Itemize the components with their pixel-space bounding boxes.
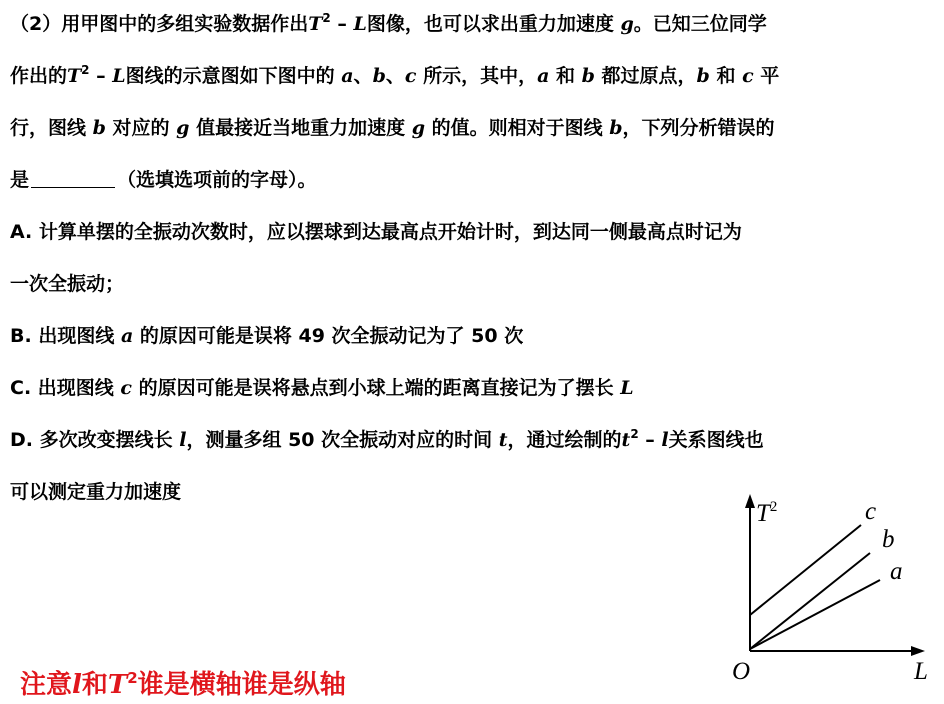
var-c: c — [120, 377, 132, 399]
var-L: L — [112, 65, 126, 87]
option-b — [10, 324, 523, 348]
var-a: a — [537, 65, 550, 87]
y-axis-arrow — [745, 494, 755, 508]
text: 图线的示意图如下图中的 — [125, 65, 342, 87]
text: 作出的 — [10, 65, 68, 87]
text: – — [330, 13, 354, 35]
text: 、 — [385, 65, 405, 87]
var-t: t — [498, 429, 508, 451]
text: – — [89, 65, 113, 87]
var-g: g — [411, 117, 425, 139]
text: C. 出现图线 — [10, 377, 121, 399]
text: 谁是横轴谁是纵轴 — [137, 670, 346, 700]
text: 和 — [549, 65, 582, 87]
option-d-line-2 — [10, 480, 181, 504]
var-g: g — [176, 117, 190, 139]
text: （选填选项前的字母）。 — [117, 169, 317, 191]
line-label-c: c — [865, 498, 877, 525]
exponent: 2 — [630, 427, 639, 441]
var-c: c — [404, 65, 417, 87]
text: – — [638, 429, 662, 451]
var-b: b — [372, 65, 386, 87]
var-l: l — [661, 429, 669, 451]
question-line-2 — [10, 64, 779, 88]
text: B. 出现图线 — [10, 325, 121, 347]
var-T: T — [67, 65, 82, 87]
var-b: b — [696, 65, 710, 87]
red-note — [20, 664, 346, 701]
var-l: l — [179, 429, 187, 451]
var-T: T — [308, 13, 323, 35]
var-L: L — [353, 13, 367, 35]
var-b: b — [92, 117, 106, 139]
text: 行，图线 — [10, 117, 93, 139]
line-label-a: a — [890, 558, 903, 585]
text: 值最接近当地重力加速度 — [189, 117, 412, 139]
var-T: T — [107, 670, 128, 700]
text: ，通过绘制的 — [507, 429, 622, 451]
text: 平 — [753, 65, 780, 87]
y-axis-label: $T^2$ — [756, 499, 778, 527]
var-a: a — [341, 65, 354, 87]
text: 都过原点， — [594, 65, 697, 87]
option-a-line-1 — [10, 220, 742, 244]
exponent: 2 — [322, 11, 331, 25]
text: 对应的 — [105, 117, 177, 139]
var-c: c — [742, 65, 754, 87]
question-line-4 — [10, 168, 317, 192]
graph-line-c — [750, 525, 861, 615]
exponent: 2 — [127, 669, 138, 687]
text: 、 — [353, 65, 373, 87]
text: D. 多次改变摆线长 — [10, 429, 180, 451]
text: ，下列分析错误的 — [622, 117, 775, 139]
option-c — [10, 376, 634, 400]
text: 。已知三位同学 — [633, 13, 767, 35]
origin-label: O — [732, 658, 751, 685]
var-b: b — [609, 117, 623, 139]
var-a: a — [120, 325, 134, 347]
var-g: g — [620, 13, 634, 35]
text: ，测量多组 50 次全振动对应的时间 — [186, 429, 499, 451]
var-t: t — [621, 429, 631, 451]
line-label-b: b — [882, 526, 895, 553]
text: 所示，其中， — [416, 65, 538, 87]
option-a-text: A. 计算单摆的全振动次数时，应以摆球到达最高点开始计时，到达同一侧最高点时记为 — [10, 221, 742, 243]
var-l: l — [72, 670, 82, 700]
exponent: 2 — [81, 63, 90, 77]
answer-blank[interactable] — [31, 169, 115, 188]
text: 和 — [81, 670, 108, 700]
option-d-line-1 — [10, 428, 764, 452]
var-b: b — [581, 65, 595, 87]
text: 的值。则相对于图线 — [424, 117, 610, 139]
var-L: L — [620, 377, 634, 399]
x-axis-label: L — [914, 658, 928, 685]
text: 注意 — [20, 670, 73, 700]
x-axis-arrow — [911, 646, 925, 656]
option-a-text: 一次全振动； — [10, 273, 125, 295]
text: 图像，也可以求出重力加速度 — [366, 13, 621, 35]
option-a-line-2 — [10, 272, 124, 296]
option-d-text: 可以测定重力加速度 — [10, 481, 182, 503]
question-line-3 — [10, 116, 775, 140]
text: 的原因可能是误将 49 次全振动记为了 50 次 — [133, 325, 524, 347]
graph-line-a — [750, 580, 880, 649]
text: 关系图线也 — [668, 429, 764, 451]
text: 的原因可能是误将悬点到小球上端的距离直接记为了摆长 — [131, 377, 621, 399]
text: 和 — [709, 65, 743, 87]
text: （2）用甲图中的多组实验数据作出 — [10, 13, 309, 35]
text: 是 — [10, 169, 30, 191]
question-line-1 — [10, 12, 767, 36]
t2-l-graph — [726, 488, 940, 698]
